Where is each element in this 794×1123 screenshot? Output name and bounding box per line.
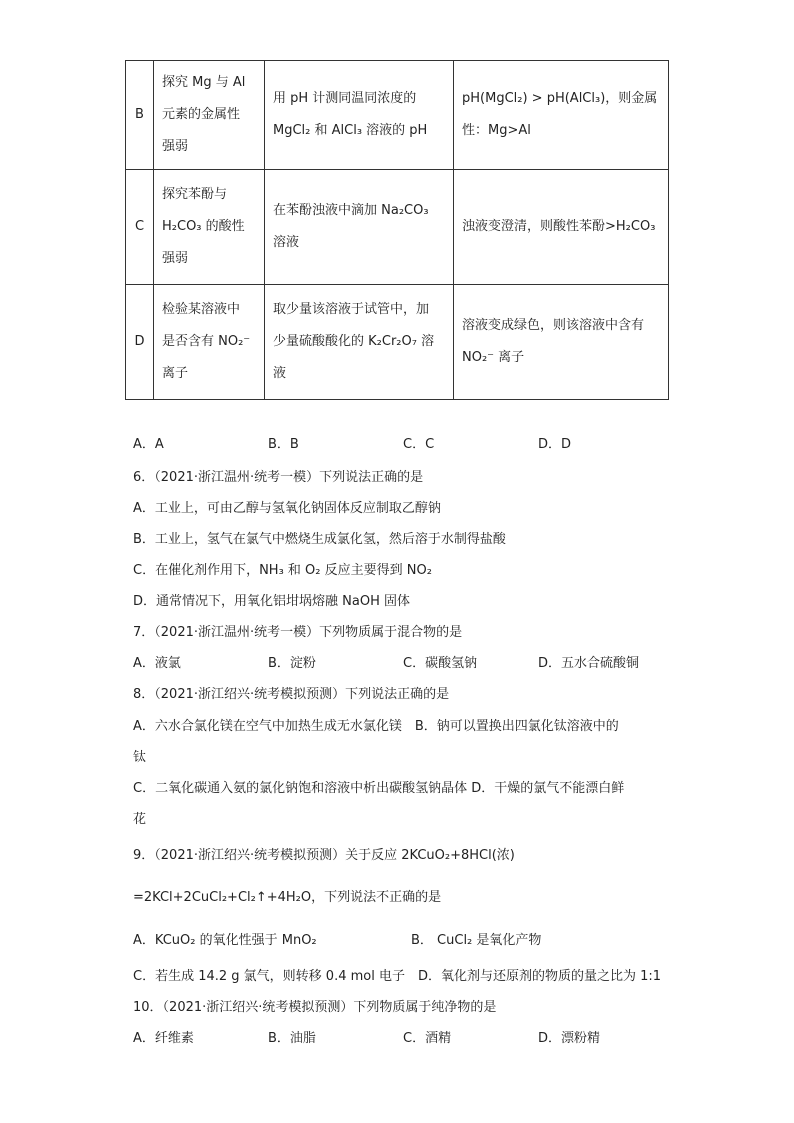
conclusion-cell: [454, 285, 669, 400]
conclusion-cell: [454, 61, 669, 170]
text-line: 强弱: [162, 251, 189, 266]
q8-line-4: 花: [133, 812, 147, 827]
text-line: 检验某溶液中: [162, 302, 241, 317]
q6-option-a[interactable]: A．工业上，可由乙醇与氢氧化钠固体反应制取乙醇钠: [133, 501, 441, 516]
text-line: 元素的金属性: [162, 107, 241, 122]
choice-c[interactable]: C．酒精: [403, 1031, 452, 1046]
table-row: [126, 61, 669, 170]
text-line: 探究 Mg 与 Al: [162, 75, 246, 90]
method-cell: [265, 285, 454, 400]
method-cell: [265, 170, 454, 285]
choice-b[interactable]: B． CuCl₂ 是氧化产物: [411, 933, 542, 948]
choice-c[interactable]: C．C: [403, 437, 435, 452]
option-label: C: [126, 170, 154, 285]
text-line: 强弱: [162, 139, 189, 154]
text-line: 用 pH 计测同温同浓度的: [273, 91, 417, 106]
text-line: 溶液变成绿色，则该溶液中含有: [462, 318, 645, 333]
choice-a[interactable]: A．A: [133, 437, 164, 452]
method-cell: [265, 61, 454, 170]
q10-choices: [133, 1027, 673, 1046]
purpose-cell: [154, 285, 265, 400]
text-line: 性：Mg>Al: [462, 123, 531, 138]
conclusion-cell: [454, 170, 669, 285]
choice-d[interactable]: D．漂粉精: [538, 1031, 601, 1046]
q9-stem-line-2: =2KCl+2CuCl₂+Cl₂↑+4H₂O，下列说法不正确的是: [133, 890, 442, 905]
table-row: [126, 170, 669, 285]
choice-a[interactable]: A．液氯: [133, 656, 181, 671]
choice-c[interactable]: C．碳酸氢钠: [403, 656, 478, 671]
purpose-cell: [154, 170, 265, 285]
text-line: 取少量该溶液于试管中，加: [273, 302, 430, 317]
option-label: D: [126, 285, 154, 400]
q10-stem: 10．（2021·浙江绍兴·统考模拟预测）下列物质属于纯净物的是: [133, 1000, 497, 1015]
text-line: 溶液: [273, 235, 300, 250]
q9-choices-cd[interactable]: C．若生成 14.2 g 氯气，则转移 0.4 mol 电子 D．氧化剂与还原剂的物质的量之比为 1:1: [133, 969, 662, 984]
q8-stem: 8．（2021·浙江绍兴·统考模拟预测）下列说法正确的是: [133, 687, 450, 702]
choice-a[interactable]: A．纤维素: [133, 1031, 194, 1046]
q9-stem-line-1: 9．（2021·浙江绍兴·统考模拟预测）关于反应 2KCuO₂+8HCl(浓): [133, 848, 515, 863]
q7-choices: [133, 652, 673, 671]
experiment-table: [125, 60, 669, 400]
text-line: 少量硫酸酸化的 K₂Cr₂O₇ 溶: [273, 334, 435, 349]
text-line: pH(MgCl₂) > pH(AlCl₃)，则金属: [462, 91, 658, 106]
text-line: NO₂⁻ 离子: [462, 350, 525, 365]
q8-line-1[interactable]: A．六水合氯化镁在空气中加热生成无水氯化镁 B．钠可以置换出四氯化钛溶液中的: [133, 719, 619, 734]
q6-option-b[interactable]: B．工业上，氢气在氯气中燃烧生成氯化氢，然后溶于水制得盐酸: [133, 532, 506, 547]
text-line: 探究苯酚与: [162, 187, 228, 202]
text-line: 浊液变澄清，则酸性苯酚>H₂CO₃: [462, 219, 656, 234]
choice-b[interactable]: B．B: [268, 437, 299, 452]
option-label: B: [126, 61, 154, 170]
text-line: MgCl₂ 和 AlCl₃ 溶液的 pH: [273, 123, 428, 138]
choice-d[interactable]: D．五水合硫酸铜: [538, 656, 640, 671]
choice-b[interactable]: B．淀粉: [268, 656, 316, 671]
q8-line-2: 钛: [133, 750, 147, 765]
table-row: [126, 285, 669, 400]
q9-choices-ab: [133, 929, 673, 948]
text-line: 是否含有 NO₂⁻: [162, 334, 251, 349]
text-line: 在苯酚浊液中滴加 Na₂CO₃: [273, 203, 429, 218]
q6-option-d[interactable]: D．通常情况下，用氧化铝坩埚熔融 NaOH 固体: [133, 594, 410, 609]
q7-stem: 7．（2021·浙江温州·统考一模）下列物质属于混合物的是: [133, 625, 463, 640]
choice-b[interactable]: B．油脂: [268, 1031, 316, 1046]
purpose-cell: [154, 61, 265, 170]
text-line: 液: [273, 366, 287, 381]
text-line: 离子: [162, 366, 189, 381]
text-line: H₂CO₃ 的酸性: [162, 219, 245, 234]
q8-line-3[interactable]: C．二氧化碳通入氨的氯化钠饱和溶液中析出碳酸氢钠晶体 D．干燥的氯气不能漂白鲜: [133, 781, 625, 796]
choice-d[interactable]: D．D: [538, 437, 572, 452]
q6-option-c[interactable]: C．在催化剂作用下，NH₃ 和 O₂ 反应主要得到 NO₂: [133, 563, 432, 578]
q6-stem: 6．（2021·浙江温州·统考一模）下列说法正确的是: [133, 470, 424, 485]
choice-a[interactable]: A．KCuO₂ 的氧化性强于 MnO₂: [133, 933, 317, 948]
q5-choices: [133, 433, 673, 452]
